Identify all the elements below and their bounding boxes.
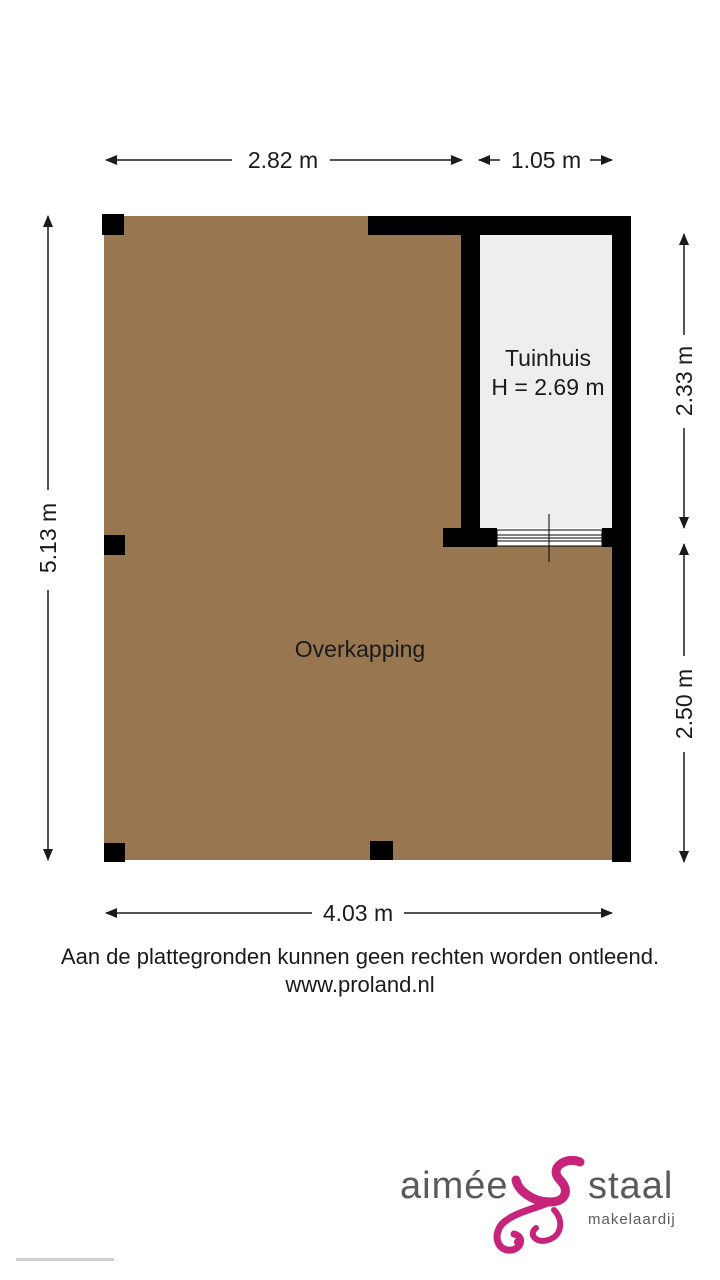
dimension-bottom [106, 900, 612, 926]
column-mid-left [104, 535, 125, 555]
overkapping-label: Overkapping [294, 636, 426, 662]
tuinhuis-label: Tuinhuis [504, 345, 592, 371]
dimension-top-left [106, 147, 462, 173]
svg-text:2.50 m: 2.50 m [671, 668, 697, 740]
dimension-left [35, 216, 61, 860]
svg-text:2.82 m: 2.82 m [247, 147, 319, 173]
svg-text:2.33 m: 2.33 m [671, 345, 697, 417]
disclaimer-text: Aan de plattegronden kunnen geen rechten worden ontleend. [60, 944, 660, 969]
brand-subtitle: makelaardij [588, 1211, 676, 1228]
brand-name-left: aimée [400, 1165, 509, 1207]
wall-shed-bottom-left [443, 528, 497, 547]
fine-print-line [16, 1258, 114, 1261]
wall-top [368, 216, 631, 235]
dimension-right-lower [671, 544, 697, 862]
swirl-logo-icon [497, 1160, 580, 1250]
wall-right [612, 216, 631, 862]
svg-text:4.03 m: 4.03 m [322, 900, 394, 926]
tuinhuis-height: H = 2.69 m [491, 374, 605, 400]
svg-text:5.13 m: 5.13 m [35, 502, 61, 574]
dimension-right-upper [671, 234, 697, 528]
brand-name-right: staal [588, 1165, 674, 1207]
website-link[interactable]: www.proland.nl [285, 972, 435, 997]
column-top-left [102, 214, 124, 235]
brand-logo [398, 1150, 698, 1260]
wall-shed-left [461, 216, 480, 546]
wall-shed-bottom-right [602, 528, 614, 547]
dimension-top-right [479, 147, 612, 173]
column-bottom-left [104, 843, 125, 862]
svg-text:1.05 m: 1.05 m [510, 147, 582, 173]
column-bottom-mid [370, 841, 393, 860]
